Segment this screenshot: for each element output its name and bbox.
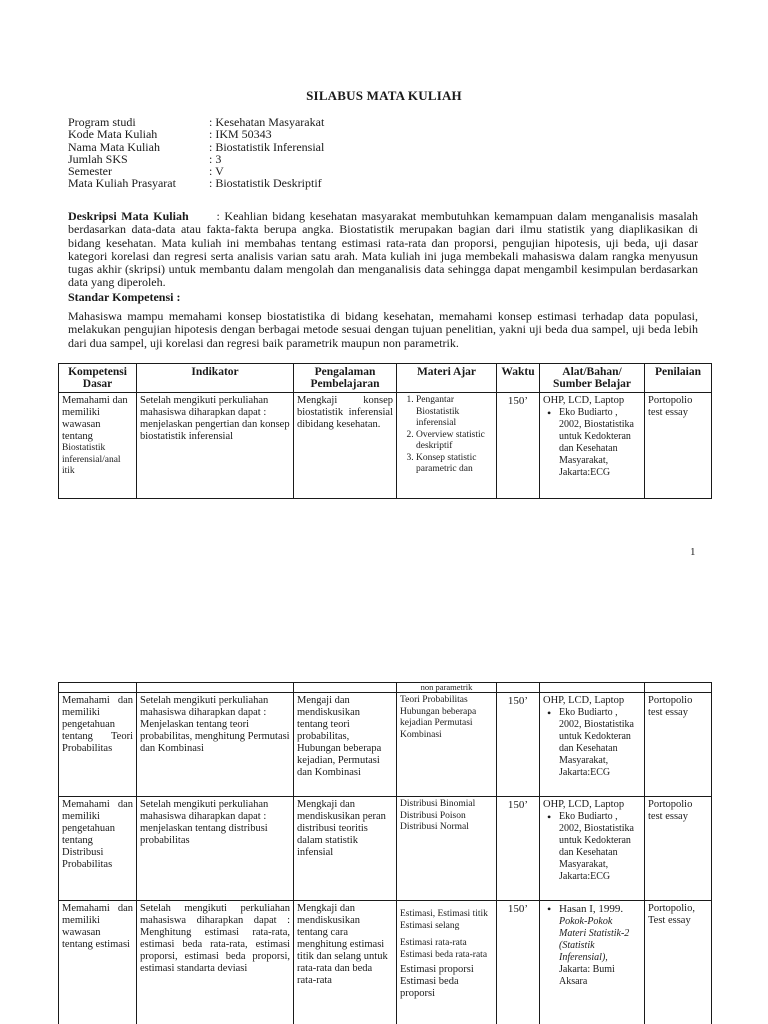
list-item: • Eko Budiarto , 2002, Biostatistika untuk Kedokteran dan Kesehatan Masyarakat, Jakarta:ECG — [559, 707, 641, 779]
cell-penilaian — [645, 797, 712, 901]
info-value: : Biostatistik Inferensial — [209, 139, 325, 154]
cell-waktu: 150’ — [497, 393, 540, 499]
kompetensi-subtext: Biostatistik inferensial/anal itik — [62, 443, 121, 476]
cell-kompetensi — [59, 393, 137, 499]
info-value: : IKM 50343 — [209, 127, 272, 142]
info-key: Kode Mata Kuliah — [68, 127, 158, 142]
info-key: Mata Kuliah Prasyarat — [68, 176, 176, 191]
indikator-text: Setelah mengikuti perkuliahan mahasiswa diharapkan dapat : menjelaskan pengertian dan konsep biostatistik inferensial — [140, 395, 290, 442]
pengalaman-text: Mengkaji konsep biostatistik inferensial dibidang kesehatan. — [297, 395, 393, 430]
alat-heading: OHP, LCD, Laptop — [543, 395, 625, 406]
penilaian-text: Portopolio test essay — [648, 395, 693, 418]
cell-indikator — [137, 693, 294, 797]
info-key: Semester — [68, 164, 112, 179]
cell-materi — [397, 393, 497, 499]
materi-list — [400, 395, 493, 476]
list-item — [559, 903, 641, 988]
cell-alat — [540, 693, 645, 797]
header-materi: Materi Ajar — [397, 364, 497, 393]
pengalaman-text: Mengkaji dan mendiskusikan tentang cara menghitung estimasi titik dan selang untuk rata-rata dan beda rata-rata — [297, 903, 388, 986]
cell-indikator — [137, 901, 294, 1024]
reference-author: Hasan I, 1999. — [559, 903, 624, 915]
alat-heading: OHP, LCD, Laptop — [543, 799, 625, 810]
info-row — [68, 128, 324, 140]
info-key: Program studi — [68, 115, 136, 129]
cell-pengalaman — [294, 901, 397, 1024]
cell-materi-continued: non parametrik — [397, 683, 497, 693]
list-item: 3. Konsep statistic parametric dan — [416, 453, 493, 476]
cell-waktu: 150’ — [497, 797, 540, 901]
reference-publisher: Jakarta: Bumi Aksara — [559, 964, 615, 987]
course-info — [68, 116, 324, 190]
list-item: • Eko Budiarto , 2002, Biostatistika untuk Kedokteran dan Kesehatan Masyarakat, Jakarta:ECG — [559, 407, 641, 479]
reference-title: Pokok-Pokok Materi Statistik-2 (Statistik Inferensial), — [559, 916, 630, 963]
cell-empty — [59, 683, 137, 693]
list-item: • Eko Budiarto , 2002, Biostatistika untuk Kedokteran dan Kesehatan Masyarakat, Jakarta:ECG — [559, 811, 641, 883]
header-indikator: Indikator — [137, 364, 294, 393]
alat-heading: OHP, LCD, Laptop — [543, 695, 625, 706]
cell-penilaian — [645, 693, 712, 797]
penilaian-text: Portopolio test essay — [648, 799, 693, 822]
cell-alat — [540, 393, 645, 499]
info-key: Jumlah SKS — [68, 151, 128, 166]
page-number: 1 — [690, 546, 696, 558]
cell-empty — [497, 683, 540, 693]
cell-waktu: 150’ — [497, 693, 540, 797]
indikator-text: Setelah mengikuti perkuliahan mahasiswa diharapkan dapat : Menjelaskan tentang teori probabilitas, menghitung Permutasi dan Kombinasi — [140, 695, 290, 754]
kompetensi-text: Memahami dan memiliki wawasan tentang estimasi — [62, 903, 133, 950]
penilaian-text: Portopolio test essay — [648, 695, 693, 718]
cell-materi — [397, 693, 497, 797]
alat-list — [543, 903, 641, 988]
materi-text: Estimasi rata-rata Estimasi beda rata-rata — [400, 938, 488, 960]
cell-empty — [645, 683, 712, 693]
cell-empty — [294, 683, 397, 693]
indikator-text: Setelah mengikuti perkuliahan mahasiswa diharapkan dapat : Menghitung estimasi rata-rata, estimasi beda rata-rata, estimasi proporsi, estimasi beda proporsi, estimasi standarta deviasi — [140, 903, 290, 974]
cell-pengalaman — [294, 393, 397, 499]
cell-indikator — [137, 797, 294, 901]
cell-kompetensi — [59, 797, 137, 901]
table-row — [59, 683, 712, 693]
standar-kompetensi-heading: Standar Kompetensi : — [68, 290, 181, 304]
list-item: 1. Pengantar Biostatistik inferensial — [416, 395, 493, 430]
header-waktu: Waktu — [497, 364, 540, 393]
alat-list — [543, 407, 641, 479]
header-penilaian: Penilaian — [645, 364, 712, 393]
cell-penilaian — [645, 901, 712, 1024]
cell-pengalaman — [294, 693, 397, 797]
indikator-text: Setelah mengikuti perkuliahan mahasiswa diharapkan dapat : menjelaskan tentang distribusi probabilitas — [140, 799, 269, 846]
cell-alat — [540, 901, 645, 1024]
description-label: Deskripsi Mata Kuliah — [68, 209, 189, 223]
table-row — [59, 693, 712, 797]
info-row — [68, 177, 324, 189]
standar-kompetensi-text: Mahasiswa mampu memahami konsep biostatistika di bidang kesehatan, memahami konsep estimasi terhadap data populasi, melakukan pengujian hipotesis dengan berbagai metode sesuai dengan tujuan penelitian, yakni uji beda dua sampel, uji beda lebih dari dua sampel, uji korelasi dan regresi baik parametrik maupun non parametrik. — [68, 309, 698, 350]
table-row — [59, 901, 712, 1024]
cell-empty — [137, 683, 294, 693]
pengalaman-text: Mengaji dan mendiskusikan tentang teori probabilitas, Hubungan beberapa kejadian, Permutasi dan Kombinasi — [297, 695, 382, 778]
cell-kompetensi — [59, 693, 137, 797]
cell-kompetensi — [59, 901, 137, 1024]
materi-text: Distribusi Binomial Distribusi Poison Distribusi Normal — [400, 799, 476, 832]
table-row — [59, 797, 712, 901]
table-header-row — [59, 364, 712, 393]
header-kompetensi: Kompetensi Dasar — [59, 364, 137, 393]
course-description — [68, 210, 698, 290]
cell-penilaian — [645, 393, 712, 499]
info-value: : Kesehatan Masyarakat — [209, 115, 325, 129]
cell-alat — [540, 797, 645, 901]
cell-waktu: 150’ — [497, 901, 540, 1024]
cell-empty — [540, 683, 645, 693]
cell-pengalaman — [294, 797, 397, 901]
list-item: 2. Overview statistic deskriptif — [416, 430, 493, 453]
kompetensi-text: Memahami dan memiliki wawasan tentang — [62, 395, 128, 442]
document-title: SILABUS MATA KULIAH — [306, 88, 462, 103]
table-row — [59, 393, 712, 499]
cell-materi — [397, 797, 497, 901]
materi-text: Estimasi proporsi Estimasi beda proporsi — [400, 964, 474, 999]
pengalaman-text: Mengkaji dan mendiskusikan peran distribusi teoritis dalam statistik infensial — [297, 799, 386, 858]
info-value: : V — [209, 164, 224, 179]
document-page-2 — [0, 678, 768, 1024]
header-alat: Alat/Bahan/ Sumber Belajar — [540, 364, 645, 393]
syllabus-table — [58, 363, 712, 499]
kompetensi-text: Memahami dan memiliki pengetahuan tentang Teori Probabilitas — [62, 695, 133, 754]
cell-indikator — [137, 393, 294, 499]
alat-list — [543, 811, 641, 883]
alat-list — [543, 707, 641, 779]
cell-materi — [397, 901, 497, 1024]
penilaian-text: Portopolio, Test essay — [648, 903, 695, 926]
materi-text: Teori Probabilitas Hubungan beberapa kejadian Permutasi Kombinasi — [400, 695, 477, 740]
materi-text: Estimasi, Estimasi titik Estimasi selang — [400, 909, 488, 931]
page-gap — [0, 600, 768, 678]
info-value: : 3 — [209, 151, 222, 166]
info-key: Nama Mata Kuliah — [68, 139, 160, 154]
info-value: : Biostatistik Deskriptif — [209, 176, 322, 191]
description-text: : Keahlian bidang kesehatan masyarakat membutuhkan kemampuan dalam menganalisis masalah berdasarkan data-data atau fakta-fakta berupa angka. Biostatistik merupakan bagian dari ilmu statistik yang diaplikasikan di bidang kesehatan. Mata kuliah ini membahas tentang estimasi rata-rata dan proporsi, pengujian hipotesis, uji beda, uji dasar kategori korelasi dan regresi serta analisis varian satu arah. Mata kuliah ini juga membekali mahasiswa dalam rangka menyusun tugas akhir (skripsi) untuk membantu dalam mengolah dan menganalisis data sehingga dapat mengambil kesimpulan berdasarkan data yang diperoleh. — [68, 209, 698, 290]
kompetensi-text: Memahami dan memiliki pengetahuan tentang Distribusi Probabilitas — [62, 799, 133, 870]
header-pengalaman: Pengalaman Pembelajaran — [294, 364, 397, 393]
syllabus-table-continued — [58, 682, 712, 1024]
